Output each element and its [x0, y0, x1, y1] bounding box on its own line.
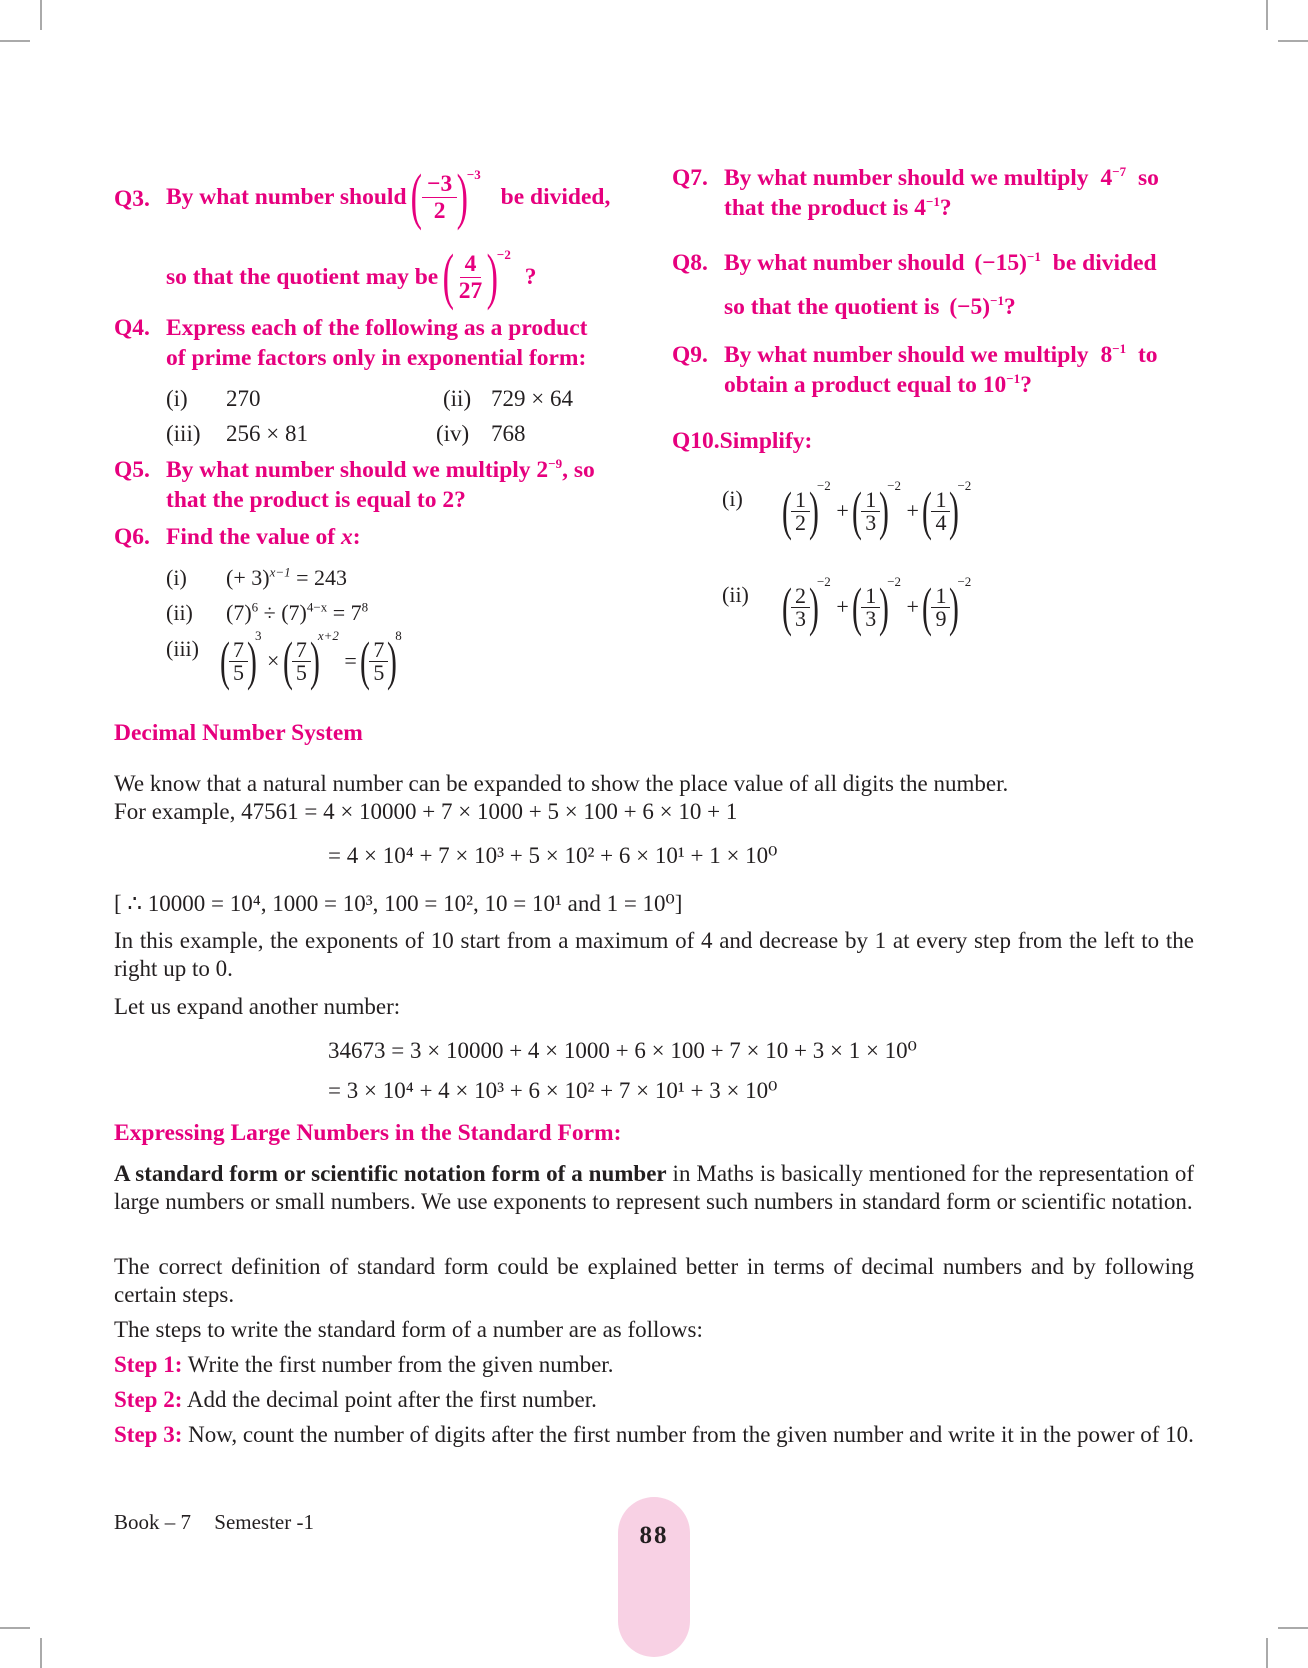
q6-ii-rhs-exp: 8: [361, 599, 369, 615]
q8-question-mark: ?: [1004, 294, 1016, 320]
q8-number: Q8.: [672, 250, 708, 276]
standard-bold-term: A standard form or scientific notation form of a number: [114, 1161, 667, 1186]
q10-item-label: (i): [722, 485, 743, 511]
q3-number: Q3.: [114, 186, 150, 212]
q7-base-2: 4: [914, 195, 926, 221]
q10-item-i: (i) ( $\frac{1}{2}$ )−2 + ( $\frac{1}{3}$ )−2 + ( $\frac{1}{4}$ )−2: [722, 478, 972, 541]
q3-exponent: −3: [466, 167, 481, 182]
q4-item-label: (iii): [166, 421, 201, 446]
q4-item-iii: [166, 420, 308, 448]
question-q7: [672, 163, 1197, 223]
footer-semester-label: Semester -1: [214, 1510, 314, 1534]
q4-item-iv: [436, 420, 526, 448]
crop-mark: [1266, 1638, 1268, 1668]
q8-base: (−15): [974, 250, 1027, 276]
q3-fraction-numerator: −3: [422, 171, 457, 198]
q8-exponent: −1: [1026, 249, 1041, 265]
crop-mark: [0, 40, 30, 42]
fraction-denominator: 5: [295, 659, 307, 685]
fraction-denominator: 2: [794, 509, 806, 535]
q6-item-label: (iii): [166, 635, 199, 661]
crop-mark: [1266, 0, 1268, 30]
q7-text-b: so: [1137, 165, 1159, 191]
q10-text: Simplify:: [719, 428, 813, 454]
fraction-numerator: 1: [791, 489, 810, 512]
step-label: Step 1:: [114, 1352, 183, 1377]
q3-exponent-2: −2: [496, 247, 511, 262]
standard-heading: Expressing Large Numbers in the Standard Form:: [114, 1120, 622, 1146]
crop-mark: [1278, 40, 1308, 42]
exponent: −2: [816, 574, 831, 589]
q5-exponent: −9: [548, 456, 563, 472]
q5-line-2: that the product is equal to 2?: [166, 487, 466, 513]
q6-item-iii: (iii) ( $\frac{7}{5}$ )3 × ( $\frac{7}{5}$ )x+2 = ( $\frac{7}{5}$ )8: [166, 628, 402, 691]
q4-item-value: 256 × 81: [226, 421, 308, 446]
q4-item-label: (i): [166, 386, 188, 411]
q3-fraction2-numerator: 4: [460, 251, 482, 278]
q8-base-2: (−5): [949, 294, 991, 320]
q6-colon: :: [352, 524, 361, 550]
q4-item-i: [166, 385, 261, 413]
fraction-numerator: 1: [931, 489, 950, 512]
standard-paragraph-2: The correct definition of standard form could be explained better in terms of decimal numbers and by following certain steps.: [114, 1254, 1194, 1307]
q6-item-i: [166, 564, 348, 592]
question-q5: [114, 455, 654, 515]
q3-fraction2-denominator: 27: [458, 277, 483, 304]
q4-item-label: (iv): [436, 421, 470, 446]
q3-fraction-denominator: 2: [433, 197, 446, 224]
decimal-equation-2: 34673 = 3 × 10000 + 4 × 1000 + 6 × 100 + 7 × 10 + 3 × 1 × 10⁰: [328, 1038, 917, 1063]
q4-item-value: 768: [491, 421, 526, 446]
standard-paragraph-1: [114, 1160, 1194, 1216]
step-2: [114, 1386, 1194, 1414]
q9-base-2: 10: [982, 372, 1007, 398]
q7-exponent-2: −1: [925, 194, 940, 210]
fraction-numerator: 1: [861, 489, 880, 512]
decimal-equation-1: = 4 × 10⁴ + 7 × 10³ + 5 × 10² + 6 × 10¹ + 1 × 10⁰: [328, 843, 778, 868]
q7-line-2: that the product is: [724, 195, 909, 221]
equals-sign: =: [344, 648, 357, 673]
q10-number: Q10.: [672, 428, 720, 454]
step-text: Write the first number from the given number.: [182, 1352, 614, 1377]
q6-ii-a: (7): [226, 600, 252, 625]
fraction-denominator: 5: [232, 659, 244, 685]
q4-item-label: (ii): [443, 386, 472, 411]
q6-ii-eq: = 7: [332, 600, 362, 625]
q4-line-2: of prime factors only in exponential form:: [166, 345, 587, 371]
q6-i-rest: = 243: [296, 565, 348, 590]
decimal-example: For example, 47561 = 4 × 10000 + 7 × 1000 + 5 × 100 + 6 × 10 + 1: [114, 799, 738, 824]
fraction-numerator: 2: [791, 585, 810, 608]
crop-mark: [40, 1638, 42, 1668]
step-1: [114, 1351, 1194, 1379]
q3-text: By what number should: [166, 184, 407, 210]
q8-line-2: so that the quotient is: [724, 294, 940, 320]
q9-text-b: to: [1137, 342, 1158, 368]
q4-number: Q4.: [114, 315, 150, 341]
q6-ii-b-exp: 4−x: [306, 599, 328, 615]
page-number-pill: [618, 1497, 690, 1657]
q4-line-1: Express each of the following as a product: [166, 315, 588, 341]
fraction-denominator: 3: [794, 605, 806, 631]
step-label: Step 3:: [114, 1422, 183, 1447]
fraction-numerator: 7: [292, 639, 311, 662]
q6-ii-op: ÷ (7): [263, 600, 307, 625]
q4-item-ii: [443, 385, 573, 413]
crop-mark: [40, 0, 42, 30]
question-q8: [672, 248, 1197, 322]
plus-sign: +: [836, 498, 849, 523]
q10-item-label: (ii): [722, 581, 749, 607]
times-sign: ×: [266, 648, 280, 673]
q5-number: Q5.: [114, 457, 150, 483]
q4-item-value: 270: [226, 386, 261, 411]
exponent: −2: [957, 574, 972, 589]
question-q9: [672, 340, 1197, 400]
fraction-denominator: 3: [865, 605, 877, 631]
q7-text: By what number should we multiply: [724, 165, 1089, 191]
exponent: −2: [887, 574, 902, 589]
q10-item-ii: (ii) ( $\frac{2}{3}$ )−2 + ( $\frac{1}{3}$ )−2 + ( $\frac{1}{9}$ )−2: [722, 574, 972, 637]
plus-sign: +: [906, 498, 919, 523]
q9-base: 8: [1100, 342, 1113, 368]
exponent: 3: [254, 628, 262, 643]
fraction-denominator: 3: [865, 509, 877, 535]
fraction-numerator: 7: [369, 639, 388, 662]
step-text: Add the decimal point after the first number.: [182, 1387, 597, 1412]
q3-text-2: be divided,: [500, 184, 611, 210]
question-q6: [114, 522, 654, 552]
step-text: Now, count the number of digits after the first number from the given number and write it in the power of 10.: [182, 1422, 1194, 1447]
exponent: −2: [887, 478, 902, 493]
q9-text: By what number should we multiply: [724, 342, 1089, 368]
q6-text: Find the value of: [166, 524, 336, 550]
q6-i-base: (+ 3): [226, 565, 270, 590]
decimal-paragraph-1: We know that a natural number can be expanded to show the place value of all digits the number.: [114, 771, 1009, 796]
crop-mark: [1278, 1627, 1308, 1629]
question-q4: [114, 313, 654, 373]
q6-variable: x: [340, 524, 353, 550]
fraction-numerator: 1: [931, 585, 950, 608]
q7-base: 4: [1100, 165, 1113, 191]
q3-text-3: so that the quotient may be: [166, 264, 439, 290]
question-q10: [672, 426, 1197, 456]
q7-exponent: −7: [1112, 164, 1127, 180]
q8-exponent-2: −1: [990, 293, 1005, 309]
q9-number: Q9.: [672, 342, 708, 368]
decimal-paragraph-3: Let us expand another number:: [114, 994, 401, 1019]
q5-text-b: , so: [562, 457, 595, 483]
plus-sign: +: [906, 594, 919, 619]
fraction-denominator: 4: [935, 509, 947, 535]
fraction-denominator: 9: [935, 605, 947, 631]
q6-item-ii: [166, 599, 369, 627]
footer-book: [114, 1510, 314, 1535]
standard-paragraph-3: The steps to write the standard form of a number are as follows:: [114, 1317, 703, 1342]
exponent: −2: [957, 478, 972, 493]
q6-ii-a-exp: 6: [251, 599, 259, 615]
q9-question-mark: ?: [1020, 372, 1032, 398]
exponent: x+2: [317, 628, 339, 643]
fraction-denominator: 5: [373, 659, 385, 685]
decimal-heading: Decimal Number System: [114, 720, 363, 746]
exponent: 8: [395, 628, 402, 643]
decimal-equation-3: = 3 × 10⁴ + 4 × 10³ + 6 × 10² + 7 × 10¹ + 3 × 10⁰: [328, 1078, 778, 1103]
standard-paragraph-1-rest: in Maths is basically mentioned for the representation of large numbers or small numbers. We use exponents to represent such numbers in standard form or scientific notation.: [114, 1161, 1194, 1214]
q9-exponent: −1: [1112, 341, 1127, 357]
q6-number: Q6.: [114, 524, 150, 550]
exponent: −2: [816, 478, 831, 493]
decimal-paragraph-2: In this example, the exponents of 10 start from a maximum of 4 and decrease by 1 at every step from the left to the right up to 0.: [114, 928, 1194, 981]
q8-text-b: be divided: [1052, 250, 1157, 276]
q8-text: By what number should: [724, 250, 965, 276]
footer-book-label: Book – 7: [114, 1510, 192, 1534]
decimal-note: [ ∴ 10000 = 10⁴, 1000 = 10³, 100 = 10², 10 = 10¹ and 1 = 10⁰]: [114, 891, 683, 916]
q7-question-mark: ?: [939, 195, 952, 221]
step-3: [114, 1421, 1194, 1449]
q6-i-exponent: x−1: [269, 564, 291, 580]
step-label: Step 2:: [114, 1387, 183, 1412]
q3-question-mark: ?: [524, 264, 537, 290]
q9-line-2: obtain a product equal to: [724, 372, 977, 398]
fraction-numerator: 7: [229, 639, 248, 662]
fraction-numerator: 1: [861, 585, 880, 608]
q6-item-label: (i): [166, 565, 187, 590]
q9-exponent-2: −1: [1006, 371, 1021, 387]
q5-text: By what number should we multiply 2: [166, 457, 549, 483]
crop-mark: [0, 1627, 30, 1629]
page-number: 88: [639, 1522, 669, 1549]
q4-item-value: 729 × 64: [491, 386, 573, 411]
plus-sign: +: [836, 594, 849, 619]
q7-number: Q7.: [672, 165, 708, 191]
q6-item-label: (ii): [166, 600, 193, 625]
